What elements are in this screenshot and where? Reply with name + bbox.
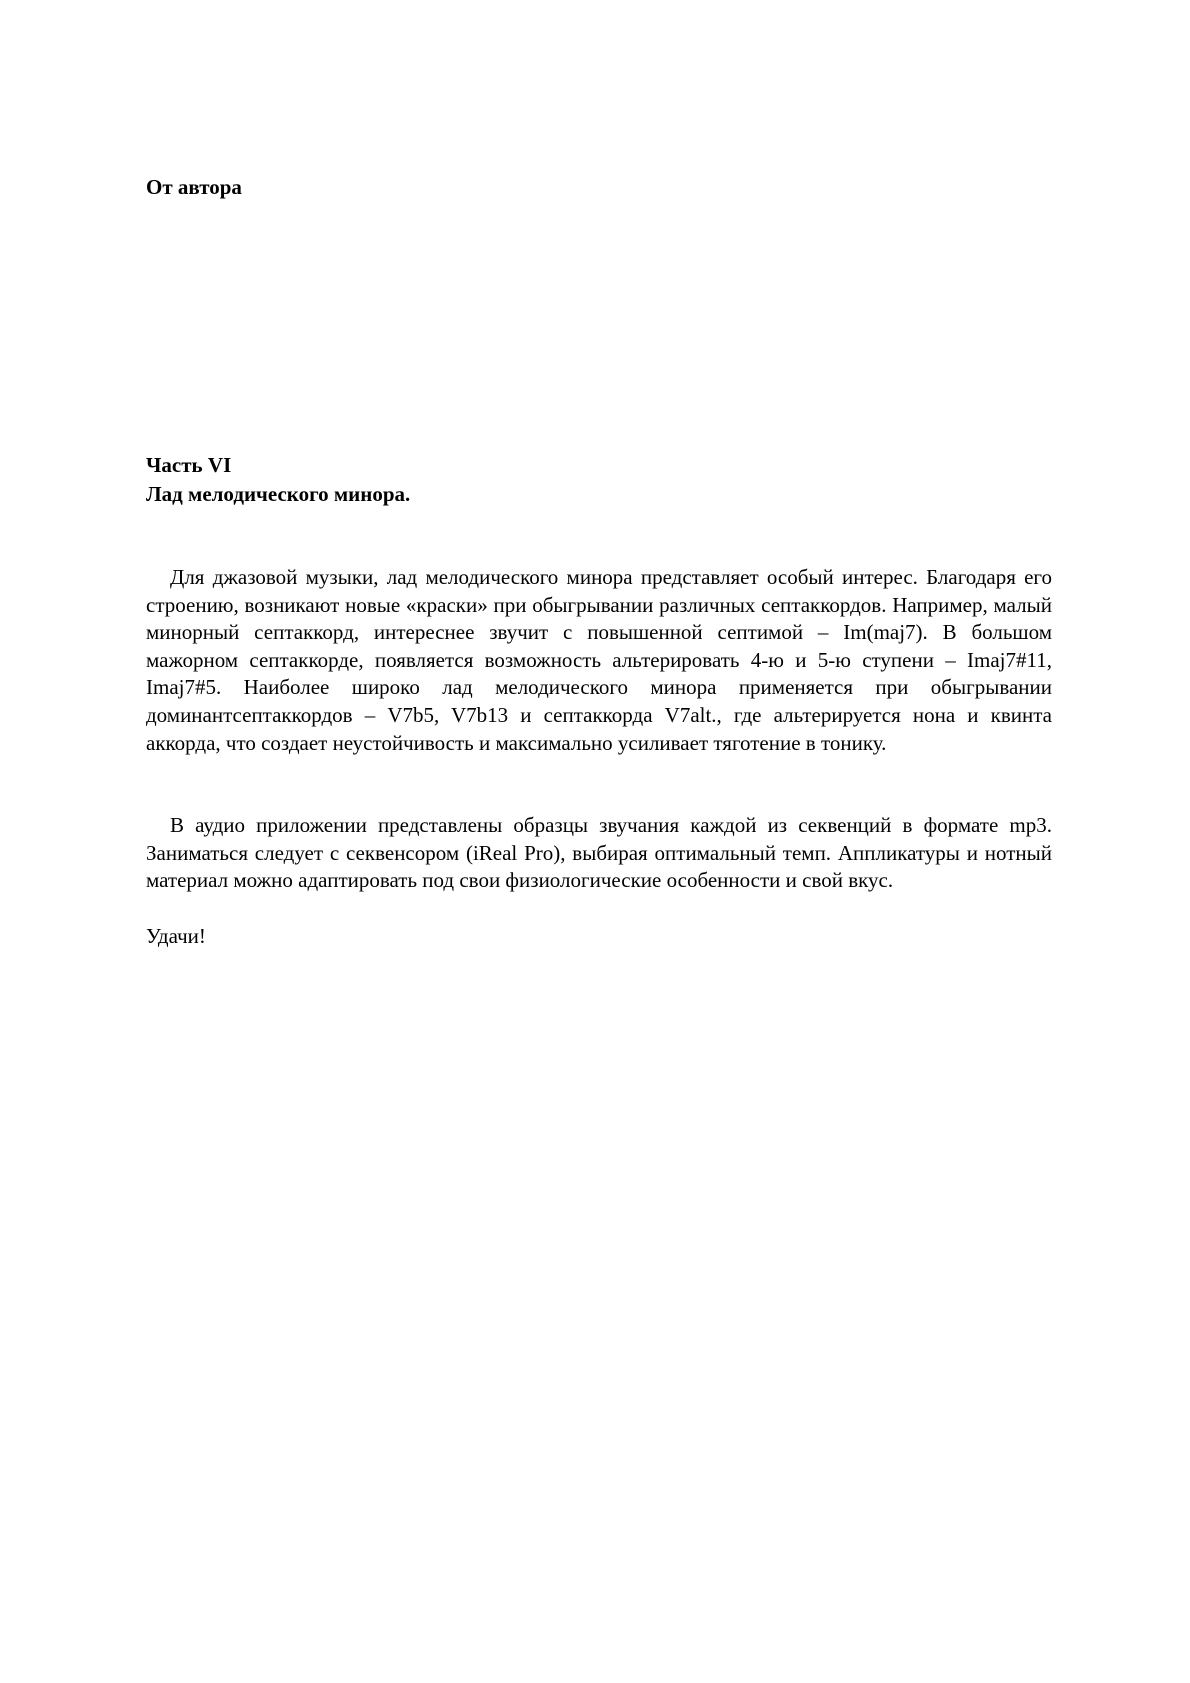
author-heading: От автора — [146, 175, 242, 199]
paragraph-intro: Для джазовой музыки, лад мелодического минора представляет особый интерес. Благодаря его строению, возникают новые «краски» при обыгрывании различных септаккордов. Например, малый минорный септаккорд, интереснее звучит с повышенной септимой – Im(maj7). В большом мажорном септаккорде, появляется возможность альтерировать 4-ю и 5-ю ступени – Imaj7#11, Imaj7#5. Наиболее широко лад мелодического минора применяется при обыгрывании доминантсептаккордов – V7b5, V7b13 и септаккорда V7alt., где альтерируется нона и квинта аккорда, что создает неустойчивость и максимально усиливает тяготение в тонику. — [146, 565, 1052, 755]
part-number: Часть VI — [146, 453, 232, 477]
part-heading — [146, 451, 410, 509]
closing-line: Удачи! — [146, 924, 206, 948]
paragraph-audio: В аудио приложении представлены образцы звучания каждой из секвенций в формате mp3. Заниматься следует с секвенсором (iReal Pro), выбирая оптимальный темп. Аппликатуры и нотный материал можно адаптировать под свои физиологические особенности и свой вкус. — [146, 813, 1052, 893]
part-title: Лад мелодического минора. — [146, 482, 411, 506]
